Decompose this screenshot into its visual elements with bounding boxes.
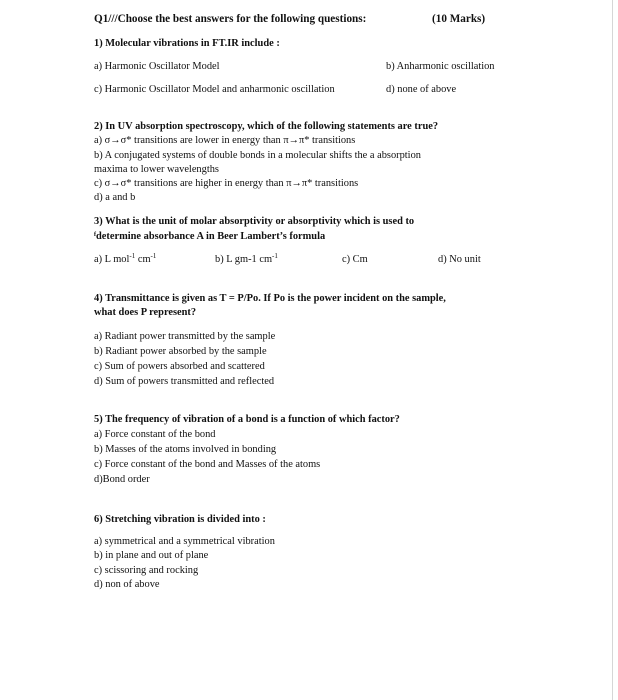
question-1: 1) Molecular vibrations in FT.IR include :: [94, 38, 280, 49]
q3-option-b: [215, 254, 278, 266]
q1-option-c: c) Harmonic Oscillator Model and anharmonic oscillation: [94, 84, 335, 95]
q2-option-d: d) a and b: [94, 192, 136, 203]
page-title: Q1///Choose the best answers for the following questions:: [94, 13, 367, 25]
q3-option-a-text: a) L mol: [94, 254, 130, 265]
question-6: 6) Stretching vibration is divided into :: [94, 514, 266, 525]
q2-option-a: a) σ→σ* transitions are lower in energy than π→π* transitions: [94, 135, 356, 146]
q6-option-d: d) non of above: [94, 579, 160, 590]
q3-option-d: d) No unit: [438, 254, 481, 265]
q4-option-b: b) Radiant power absorbed by the sample: [94, 346, 267, 357]
q6-option-a: a) symmetrical and a symmetrical vibration: [94, 536, 275, 547]
q3-option-a-exp2: -1: [150, 252, 157, 260]
q6-option-b: b) in plane and out of plane: [94, 550, 209, 561]
question-4-line2: what does P represent?: [94, 307, 197, 318]
q5-option-d: d)Bond order: [94, 474, 150, 485]
question-3-line1: 3) What is the unit of molar absorptivity or absorptivity which is used to: [94, 216, 415, 227]
q3-option-a-mid: cm: [135, 254, 151, 265]
q3-option-a-exp1: -1: [129, 252, 136, 260]
q2-option-b-line1: b) A conjugated systems of double bonds in a molecular shifts the a absorption: [94, 150, 421, 161]
question-5: 5) The frequency of vibration of a bond is a function of which factor?: [94, 414, 400, 425]
q5-option-c: c) Force constant of the bond and Masses of the atoms: [94, 459, 321, 470]
q1-option-a: a) Harmonic Oscillator Model: [94, 61, 220, 72]
q5-option-b: b) Masses of the atoms involved in bonding: [94, 444, 277, 455]
q3-option-c: c) Cm: [342, 254, 368, 265]
q3-option-b-exp: -1: [272, 252, 278, 260]
question-4-line1: 4) Transmittance is given as T = P/Po. If Po is the power incident on the sample,: [94, 293, 446, 304]
q4-option-a: a) Radiant power transmitted by the sample: [94, 331, 276, 342]
q4-option-d: d) Sum of powers transmitted and reflected: [94, 376, 275, 387]
q6-option-c: c) scissoring and rocking: [94, 565, 199, 576]
page-edge: [612, 0, 613, 700]
q3-option-a: [94, 254, 156, 266]
q2-option-c: c) σ→σ* transitions are higher in energy than π→π* transitions: [94, 178, 359, 189]
q1-option-d: d) none of above: [386, 84, 457, 95]
marks-label: (10 Marks): [432, 13, 486, 25]
q4-option-c: c) Sum of powers absorbed and scattered: [94, 361, 265, 372]
question-2: 2) In UV absorption spectroscopy, which of the following statements are true?: [94, 121, 439, 132]
q5-option-a: a) Force constant of the bond: [94, 429, 216, 440]
q2-option-b-line2: maxima to lower wavelengths: [94, 164, 219, 175]
q3-option-b-text: b) L gm-1 cm: [215, 254, 273, 265]
q1-option-b: b) Anharmonic oscillation: [386, 61, 495, 72]
question-3-line2: ᶠdetermine absorbance A in Beer Lambert’s formula: [94, 231, 326, 242]
